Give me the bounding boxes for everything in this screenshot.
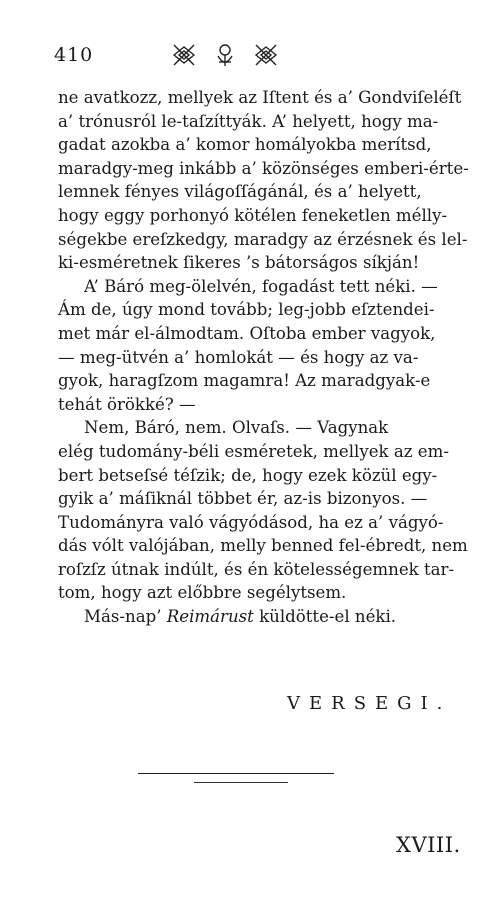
text-line: gyok, haragſzom magamra! Az maradgyak-e: [58, 371, 431, 391]
author-signature: VERSEGI.: [287, 693, 452, 714]
fleuron-ornament-icon: [170, 42, 280, 68]
text-line: maradgy-meg inkább a’ közönséges emberi-érte-: [58, 158, 469, 178]
text-line: hogy eggy porhonyó kötélen feneketlen mélly-: [58, 205, 448, 225]
text-line: bert betseſsé téſzik; de, hogy ezek közül egy-: [58, 465, 438, 485]
text-line: Ám de, úgy mond tovább; leg-jobb eſztendei-: [58, 300, 435, 320]
text-line: gadat azokba a’ komor homályokba merítsd,: [58, 135, 432, 155]
text-line: tom, hogy azt előbbre segélytsem.: [58, 583, 347, 603]
text-line: gyik a’ máſiknál többet ér, az-is bizonyos. —: [58, 489, 428, 509]
divider-rule-short: [194, 782, 288, 783]
last-line-start: Más-nap’: [84, 607, 167, 627]
last-text-line: [58, 605, 472, 629]
text-line: ségekbe ereſzkedgy, maradgy az érzésnek és lel-: [58, 229, 468, 249]
text-line: ki-esméretnek ſikeres ’s bátorságos síkján!: [58, 253, 420, 273]
divider-rule: [138, 773, 334, 774]
text-line: tehát örökké? —: [58, 394, 196, 414]
text-line: met már el-álmodtam. Oſtoba ember vagyok,: [58, 323, 436, 343]
text-line: a’ trónusról le-taſzíttyák. A’ helyett, hogy ma-: [58, 111, 439, 131]
text-line: elég tudomány-béli esméretek, mellyek az em-: [58, 441, 449, 461]
catchword: XVIII.: [396, 833, 461, 857]
text-line: ne avatkozz, mellyek az Iſtent és a’ Gondviſeléſt: [58, 88, 462, 107]
italic-name: Reimárust: [166, 607, 254, 627]
text-line: dás vólt valójában, melly benned fel-ébredt, nem: [58, 536, 468, 556]
text-line: Tudományra való vágyódásod, ha ez a’ vágyó-: [58, 512, 444, 532]
text-line: Nem, Báró, nem. Olvaſs. — Vagynak: [84, 418, 389, 438]
last-line-end: küldötte-el néki.: [253, 607, 397, 627]
body-text: [58, 86, 472, 629]
page-number: 410: [54, 44, 94, 66]
text-line: roſzſz útnak indúlt, és én kötelességemnek tar-: [58, 559, 455, 579]
text-line: lemnek fényes világoſſágánál, és a’ helyett,: [58, 182, 422, 202]
text-line: — meg-ütvén a’ homlokát — és hogy az va-: [58, 347, 419, 367]
text-line: A’ Báró meg-ölelvén, fogadást tett néki. —: [84, 276, 438, 296]
